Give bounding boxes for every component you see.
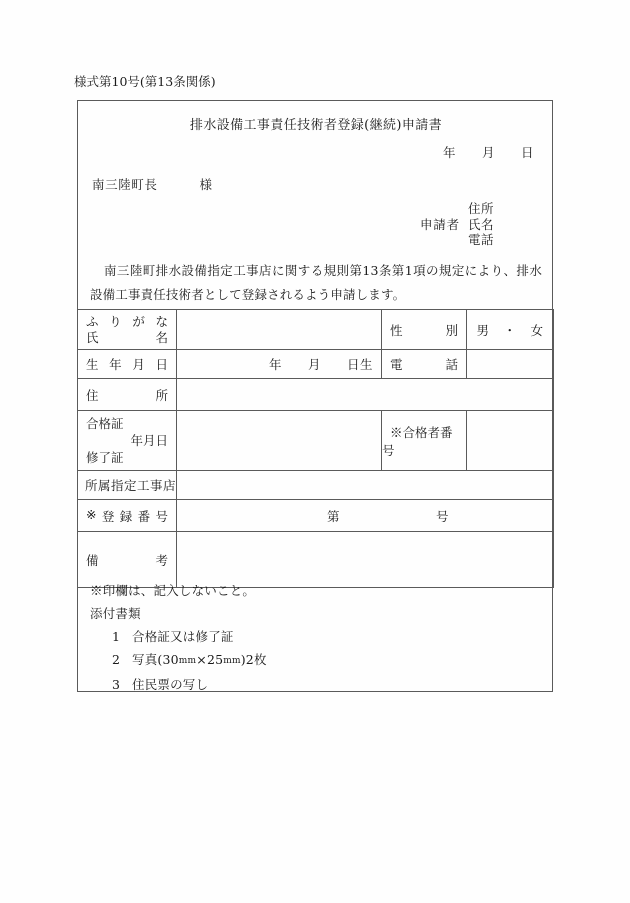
remarks-char-1: 備	[86, 552, 99, 568]
applicant-field-address: 住所	[468, 201, 495, 216]
furigana-char-3: が	[132, 314, 145, 329]
attachment-number-2: 2	[112, 652, 121, 667]
birth-char-3: 月	[132, 357, 145, 372]
birth-char-1: 生	[86, 357, 99, 372]
birth-char-2: 年	[109, 357, 122, 372]
list-item	[90, 625, 267, 648]
certificate-completion-label: 修了証	[86, 450, 124, 465]
table-row	[78, 350, 554, 379]
name-char-1: 氏	[86, 330, 99, 345]
attachment-text-2-times: ×25	[196, 652, 224, 667]
gender-char-2: 別	[445, 322, 458, 338]
cell-certificate-label	[78, 411, 177, 471]
addressee-honorific: 様	[199, 177, 213, 192]
regno-char-2: 登	[101, 508, 115, 524]
furigana-char-2: り	[109, 314, 122, 329]
field-certificate-value[interactable]	[177, 411, 382, 471]
birth-year-label: 年	[268, 357, 282, 372]
date-year-label: 年	[442, 145, 456, 160]
phone-char-1: 電	[390, 357, 403, 372]
certificate-label	[78, 411, 176, 470]
addressee-name: 南三陸町長	[92, 177, 158, 192]
regno-char-5: 号	[155, 508, 168, 524]
form-number: 様式第10号(第13条関係)	[74, 74, 216, 89]
regno-char-3: 録	[119, 508, 133, 524]
applicant-label: 申請者	[420, 216, 460, 232]
remarks-char-2: 考	[155, 552, 168, 568]
cell-birthdate-label	[78, 350, 177, 379]
field-phone-value[interactable]	[467, 350, 554, 379]
phone-char-2: 話	[445, 357, 458, 372]
regno-suffix-label: 号	[436, 508, 450, 524]
field-birthdate-value[interactable]	[177, 350, 382, 379]
address-label	[78, 386, 176, 404]
applicant-field-phone: 電話	[468, 232, 495, 247]
table-row	[78, 310, 554, 350]
attachment-text-2-after: )2枚	[240, 652, 267, 667]
cell-phone-label	[382, 350, 467, 379]
birthdate-placeholder	[177, 355, 381, 373]
phone-label	[382, 355, 466, 373]
applicant-row-address	[418, 201, 518, 217]
birth-day-label: 日生	[346, 357, 373, 372]
furigana-char-1: ふ	[86, 314, 99, 329]
pass-number-label: ※合格者番号	[382, 424, 453, 458]
page-title: 排水設備工事責任技術者登録(継続)申請書	[189, 118, 443, 133]
registration-number-label	[78, 507, 176, 525]
gender-options	[467, 321, 553, 339]
birth-char-4: 日	[155, 357, 168, 372]
footer-notes	[90, 579, 267, 696]
field-gender-value[interactable]	[467, 310, 554, 350]
date-month-label: 月	[481, 145, 495, 160]
date-day-label: 日	[520, 145, 534, 160]
asterisk-note: ※印欄は、記入しないこと。	[90, 583, 256, 598]
gender-option-separator: ・	[503, 322, 517, 338]
attachment-text-2-before: 写真(30	[132, 652, 179, 667]
table-row	[78, 379, 554, 411]
list-item	[90, 673, 267, 696]
shop-label: 所属指定工事店	[85, 478, 177, 493]
field-registration-number-value[interactable]	[177, 500, 554, 532]
applicant-row-phone	[418, 232, 518, 248]
gender-option-female[interactable]: 女	[530, 322, 544, 338]
regno-prefix-label: 第	[327, 508, 341, 524]
furigana-label	[86, 314, 168, 330]
attachment-number-3: 3	[112, 677, 121, 692]
address-char-1: 住	[86, 387, 99, 403]
gender-label	[382, 321, 466, 339]
field-pass-number-value[interactable]	[467, 411, 554, 471]
cell-registration-number-label	[78, 500, 177, 532]
statement-text: 南三陸町排水設備指定工事店に関する規則第13条第1項の規定により、排水設備工事責任技術者として登録されるよう申請します。	[90, 263, 542, 302]
furigana-char-4: な	[155, 314, 168, 329]
birthdate-label	[78, 355, 176, 373]
regno-char-4: 番	[137, 508, 151, 524]
name-label	[86, 330, 168, 346]
certificate-date-label: 年月日	[130, 433, 168, 448]
name-char-2: 名	[155, 330, 168, 345]
attachment-number-1: 1	[112, 629, 121, 644]
field-address-value[interactable]	[177, 379, 554, 411]
attachment-unit-1: mm	[178, 656, 197, 666]
field-name-value[interactable]	[177, 310, 382, 350]
cell-shop-label	[78, 471, 177, 500]
cell-gender-label	[382, 310, 467, 350]
attachment-text-1: 合格証又は修了証	[132, 629, 234, 644]
attachments-heading: 添付書類	[90, 606, 141, 621]
cell-furigana-name-label	[78, 310, 177, 350]
table-row	[78, 471, 554, 500]
remarks-label	[78, 551, 176, 569]
attachments-list	[90, 625, 267, 696]
application-form-frame	[77, 100, 553, 692]
applicant-row-name	[418, 217, 518, 233]
list-item	[90, 648, 267, 673]
addressee	[92, 175, 213, 193]
statement-paragraph	[90, 259, 542, 307]
cell-address-label	[78, 379, 177, 411]
birth-month-label: 月	[307, 357, 321, 372]
applicant-block	[418, 201, 518, 248]
cell-pass-number-label	[382, 411, 467, 471]
certificate-pass-label: 合格証	[86, 416, 124, 431]
table-row	[78, 500, 554, 532]
date-line	[443, 143, 534, 161]
gender-option-male[interactable]: 男	[476, 322, 490, 338]
attachment-unit-2: mm	[223, 656, 241, 666]
applicant-details-table	[77, 309, 554, 588]
gender-char-1: 性	[390, 322, 403, 338]
registration-number-placeholder	[177, 507, 553, 525]
field-shop-value[interactable]	[177, 471, 554, 500]
applicant-field-name: 氏名	[468, 216, 495, 232]
regno-char-1: ※	[86, 506, 97, 522]
attachment-text-3: 住民票の写し	[132, 677, 209, 692]
table-row	[78, 411, 554, 471]
address-char-2: 所	[155, 387, 168, 403]
